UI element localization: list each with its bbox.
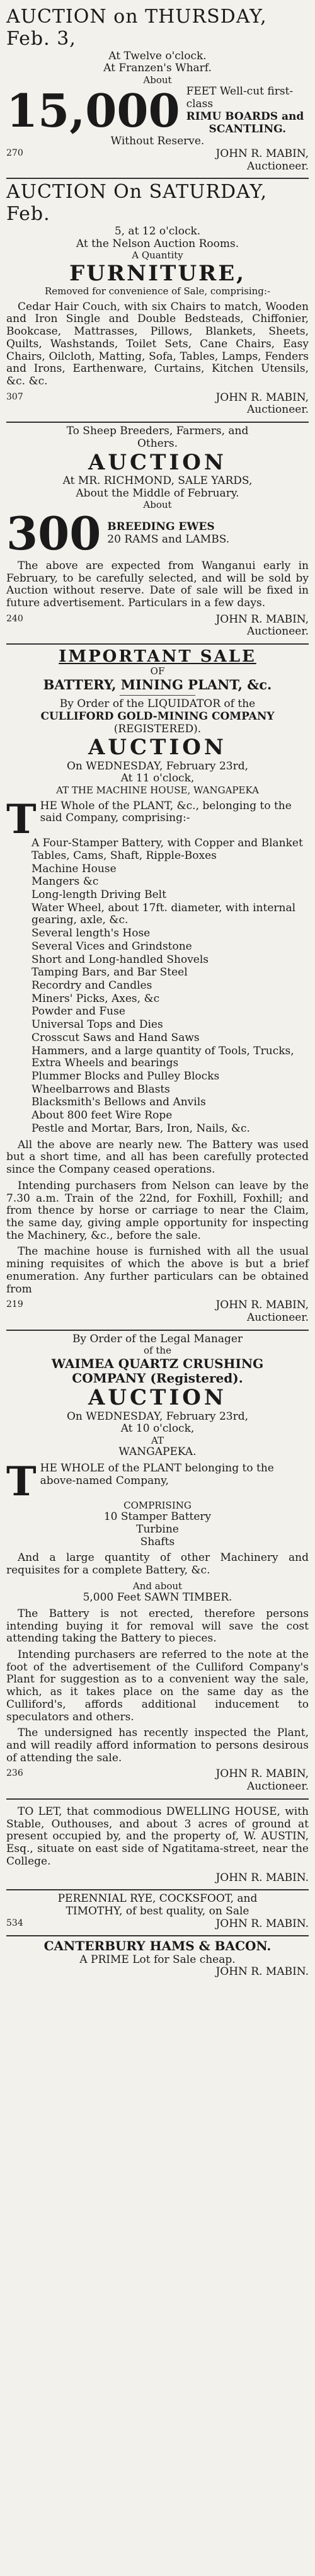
quantity: 300 [6,506,101,560]
ad-to-let [6,1800,309,1890]
ad-intro: HE WHOLE of the PLANT belonging to the above-named Company, [40,1462,274,1487]
ad-item: About 800 feet Wire Rope [32,1109,173,1122]
ad-intro-block [6,795,309,843]
ad-paragraph: The machine house is furnished with all the usual mining requisites of which the above is but a brief enumeration. Any further particulars can be obtained from [6,1245,309,1296]
ad-item: Pestle and Mortar, Bars, Iron, Nails, &c. [32,1122,250,1135]
signature [6,1918,309,1931]
signature [6,1768,309,1793]
ad-item: Tamping Bars, and Bar Steel [32,966,188,979]
ad-quantity: A Quantity [132,250,183,262]
ad-paragraph: The undersigned has recently inspected the Plant, and will readily afford information to persons desirous of attending the sale. [6,1727,309,1764]
ad-number: 307 [6,391,23,402]
ad-item: Turbine [136,1522,179,1536]
ad-item: Universal Tops and Dies [32,1018,163,1032]
auctioneer-role: Auctioneer. [247,403,309,417]
ad-line: To Sheep Breeders, Farmers, and [66,425,249,438]
auctioneer-role: Auctioneer. [247,625,309,638]
quantity-row [6,506,309,560]
ad-number: 236 [6,1768,23,1779]
ad-number: 219 [6,1299,23,1310]
ad-order: By Order of the Legal Manager [72,1332,243,1345]
ad-paragraph: The Battery is not erected, therefore persons intending buying it for removal will save the cost attending taking the Battery to pieces. [6,1607,309,1645]
ad-registered: (REGISTERED). [113,722,202,735]
auctioneer-name: JOHN R. MABIN. [215,1917,309,1930]
ad-title: AUCTION on THURSDAY, Feb. 3, [6,6,267,50]
ad-item: Powder and Fuse [32,1005,125,1018]
auctioneer-name: JOHN R. MABIN, [215,147,309,161]
ad-thursday-timber [6,4,309,179]
auctioneer-role: Auctioneer. [247,159,309,173]
ad-company: COMPANY (Registered). [72,1371,243,1386]
ad-comprising: COMPRISING [123,1499,192,1511]
ad-place: At Franzen's Wharf. [103,62,212,75]
ad-line: PERENNIAL RYE, COCKSFOOT, and [57,1892,258,1906]
ad-line: Others. [137,437,178,450]
ad-of: of the [144,1345,171,1357]
desc-line: SCANTLING. [209,122,287,135]
ad-timber: 5,000 Feet SAWN TIMBER. [83,1591,232,1604]
ad-item: Crosscut Saws and Hand Saws [32,1031,200,1044]
ad-hams [6,1936,309,1984]
desc-line: BREEDING EWES [107,520,215,534]
ad-rye-grass [6,1890,309,1936]
ad-place: At the Nelson Auction Rooms. [76,237,239,250]
ad-number: 270 [6,148,23,159]
ad-sheep [6,423,309,645]
divider [120,695,195,696]
ad-at: AT [151,1435,164,1447]
signature [6,1299,309,1324]
ad-item: Short and Long-handled Shovels [32,953,209,966]
ad-company: CULLIFORD GOLD-MINING COMPANY [40,710,275,723]
ad-reserve: Without Reserve. [110,135,205,148]
drop-cap: T [6,795,37,843]
auctioneer-role: Auctioneer. [247,1780,309,1793]
ad-item: Several length's Hose [32,927,151,940]
ad-body: The above are expected from Wanganui early in February, to be carefully selected, and will be sold by Auction without reserve. Date of sale will be fixed in future advertisement. Particulars in a few days. [6,559,309,610]
ad-company: WAIMEA QUARTZ CRUSHING [51,1355,264,1371]
ad-of: OF [150,665,165,677]
ad-date: On WEDNESDAY, February 23rd, [67,759,248,773]
ad-item: Recordry and Candles [32,979,152,992]
ad-item: Shafts [140,1535,175,1548]
auctioneer-name: JOHN R. MABIN. [215,1965,309,1979]
ad-item: Several Vices and Grindstone [32,940,192,953]
signature [6,148,309,173]
auctioneer-role: Auctioneer. [247,1311,309,1324]
ad-item: Machine House [32,862,117,875]
ad-time: At 10 o'clock, [120,1422,195,1435]
ad-item: Water Wheel, about 17ft. diameter, with internal gearing, axle, &c. [32,901,296,927]
ad-paragraph: Intending purchasers from Nelson can leave by the 7.30 a.m. Train of the 22nd, for Foxhill, Foxhill; and from thence by horse or carriage to near the Claim, the same day, giving ample opportunity for inspecting the Machinery, &c., before the sale. [6,1179,309,1242]
ad-body: TO LET, that commodious DWELLING HOUSE, with Stable, Outhouses, and about 3 acres of ground at present occupied by, and the property of, W. AUSTIN, Esq., situate on east side of Ngatitama-street, near the College. [6,1805,309,1868]
auctioneer-name: JOHN R. MABIN, [215,1299,309,1312]
ad-item: 10 Stamper Battery [103,1510,212,1524]
ad-item: Long-length Driving Belt [32,888,166,901]
auctioneer-name: JOHN R. MABIN. [215,1871,309,1884]
ad-body: Cedar Hair Couch, with six Chairs to match, Wooden and Iron Single and Double Bedsteads, Chiffonier, Bookcase, Mattrasses, Pillows, Blankets, Sheets, Quilts, Washstands, Toilet Sets, Cane Chairs, Easy Chairs, Oilcloth, Matting, Sofa, Tables, Lamps, Fenders and Irons, Earthenware, Curtains, Kitchen Utensils, &c. &c. [6,300,309,388]
ad-order: By Order of the LIQUIDATOR of the [59,698,256,711]
ad-auction: AUCTION [88,1385,227,1411]
ad-item: Blacksmith's Bellows and Anvils [32,1096,206,1109]
ad-item: A Four-Stamper Battery, with Copper and Blanket Tables, Cams, Shaft, Ripple-Boxes [32,837,303,862]
ad-place: WANGAPEKA. [118,1446,197,1459]
ad-time: 5, at 12 o'clock. [114,225,201,238]
ad-item: Mangers &c [32,875,99,888]
ad-auction: AUCTION [88,449,227,475]
ad-place: AT THE MACHINE HOUSE, WANGAPEKA [56,785,259,796]
ad-time: At Twelve o'clock. [108,49,207,62]
ad-title: IMPORTANT SALE [59,647,256,667]
ad-battery-sale [6,645,309,1331]
desc-line: 20 RAMS and LAMBS. [107,532,230,546]
ad-number: 534 [6,1918,23,1928]
ad-when: About the Middle of February. [76,486,239,500]
ad-number: 240 [6,613,23,624]
ad-also: And about [132,1580,183,1592]
ad-intro: HE Whole of the PLANT, &c., belonging to the said Company, comprising:- [40,799,292,825]
ad-paragraph: Intending purchasers are referred to the note at the foot of the advertisement of the Culliford Company's Plant for suggestion as to a convenient way the sale, which, as it takes place on the same day as the Culliford's, affords additional inducement to speculators and others. [6,1648,309,1723]
ad-place: At MR. RICHMOND, SALE YARDS, [62,474,253,488]
auctioneer-name: JOHN R. MABIN, [215,612,309,626]
ad-time: At 11 o'clock, [120,772,195,785]
signature [6,392,309,417]
auctioneer-name: JOHN R. MABIN, [215,391,309,404]
ad-waimea [6,1331,309,1800]
ad-date: On WEDNESDAY, February 23rd, [67,1410,248,1423]
ad-title: CANTERBURY HAMS & BACON. [43,1938,272,1954]
desc-line: FEET Well-cut first-class [186,85,294,111]
ad-auction: AUCTION [88,735,227,761]
ad-item-list [6,837,309,1136]
desc-line: RIMU BOARDS and [186,110,304,123]
ad-removed: Removed for convenience of Sale, comprising:- [44,285,271,297]
ad-subtitle: BATTERY, MINING PLANT, &c. [43,676,272,693]
drop-cap: T [6,1458,37,1506]
ad-headline: FURNITURE, [69,260,246,286]
ad-item: Miners' Picks, Axes, &c [32,992,160,1005]
ad-paragraph: And a large quantity of other Machinery and requisites for a complete Battery, &c. [6,1551,309,1577]
ad-item: Wheelbarrows and Blasts [32,1083,170,1096]
signature [6,614,309,638]
ad-item: Hammers, and a large quantity of Tools, Trucks, Extra Wheels and bearings [32,1044,294,1070]
ad-title: AUCTION On SATURDAY, Feb. [6,181,268,226]
auctioneer-name: JOHN R. MABIN, [215,1768,309,1781]
quantity-row [6,83,309,137]
ad-about: About [143,74,172,86]
ad-line: TIMOTHY, of best quality, on Sale [66,1904,249,1918]
quantity: 15,000 [6,83,180,137]
ad-about: About [143,499,172,511]
ad-body: A PRIME Lot for Sale cheap. [79,1953,236,1966]
ad-paragraph: All the above are nearly new. The Battery was used but a short time, and all has been carefully protected since the Company ceased operations. [6,1138,309,1176]
ad-saturday-furniture [6,179,309,423]
ad-item: Plummer Blocks and Pulley Blocks [32,1070,220,1083]
